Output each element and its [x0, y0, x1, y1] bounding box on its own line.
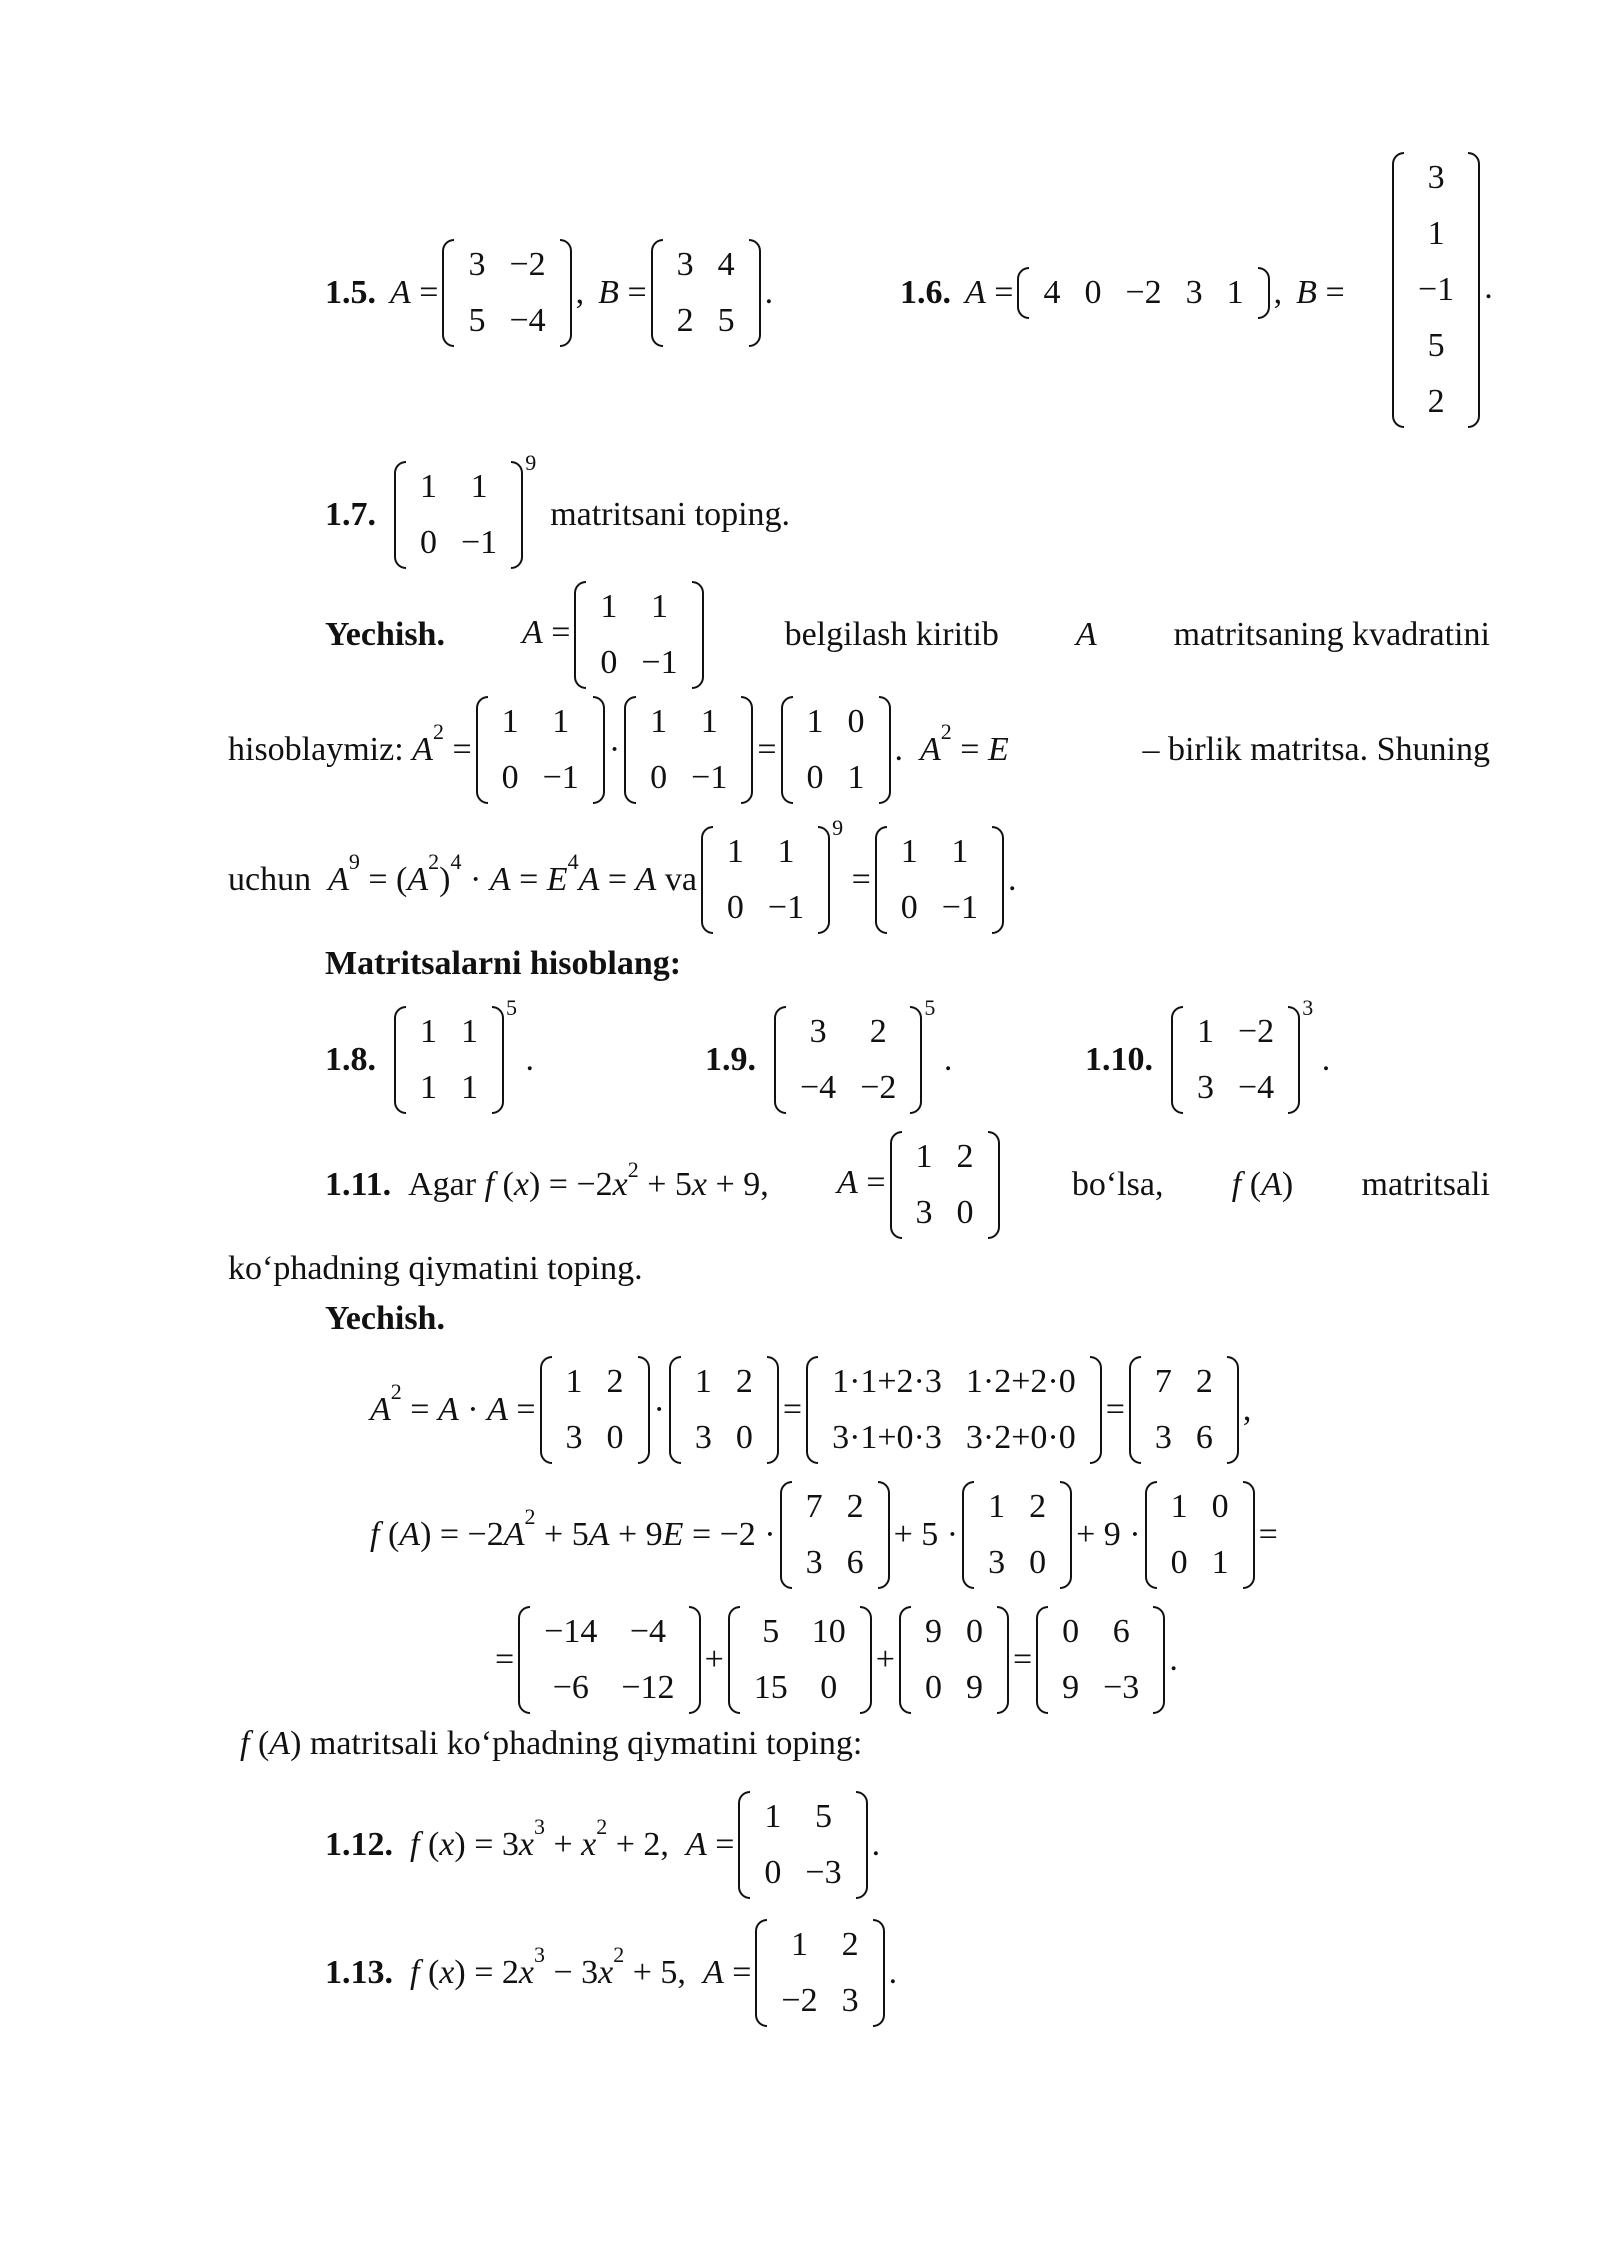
problem-1-13: 1.13. f ( x ) = 2 x 3 − 3 x 2 + 5, A = 1 2 −2 3 . — [325, 1908, 897, 2038]
problem-1-5: 1.5. A = 3 −2 5 −4 , B = 3 4 2 5 . — [325, 228, 773, 358]
problem-1-8: 1.8. 1 1 1 1 5 . — [325, 995, 534, 1125]
problem-1-11: 1.11. Agar f $(x) = -2x^2 + 5x + 9$, A = 1 2 3 0 bo‘lsa, f (A) matritsali — [325, 1120, 1490, 1250]
solution-label: Yechish. — [325, 1300, 445, 1337]
problem-1-12: 1.12. f ( x ) = 3 x 3 + x 2 + 2, A = 1 5 0 −3 . — [325, 1780, 880, 1910]
section-heading-2: f (A) matritsali ko‘phadning qiymatini toping: — [240, 1725, 863, 1762]
solution-1-line-1: Yechish. A = 1 1 0 −1 belgilash kiritib A matritsaning kvadratini — [325, 570, 1490, 700]
problem-number: 1.6. — [900, 274, 951, 311]
solution-2-line-2: f ( A ) = −2 A 2 + 5 A + 9 E = −2 · 7 2 3 6 + 5 · 1 2 3 0 + 9 · 1 0 0 1 = — [370, 1470, 1278, 1600]
section-heading: Matritsalarni hisoblang: — [325, 945, 682, 982]
problem-1-6: 1.6. A = 4 0 −2 3 1 , B = — [900, 228, 1345, 358]
matrix-b: 3 4 2 5 — [651, 237, 761, 349]
solution-2-line-1: A 2 = A · A = 1 2 3 0 · 1 2 3 0 = 1·1+2·3 1·2+2·0 3·1+0·3 3·2+0·0 = 7 2 3 6 , — [370, 1345, 1251, 1475]
problem-number: 1.5. — [325, 274, 376, 311]
matrix: 1 1 0 −1 — [394, 459, 523, 571]
solution-2-line-3: = −14 −4 −6 −12 + 5 10 15 0 + 9 0 0 9 = 0 6 9 −3 . — [495, 1595, 1178, 1725]
solution-1-line-2: hisoblaymiz: A 2 = 1 1 0 −1 · 1 1 0 −1 = 1 0 0 1 . A 2 = E – birlik matritsa. Shuning — [228, 685, 1490, 815]
column-vector-b: 3 1 −1 5 2 . — [1388, 150, 1493, 430]
problem-1-10: 1.10. 1 −2 3 −4 3 . — [1085, 995, 1330, 1125]
problem-1-7: 1.7. 1 1 0 −1 9 matritsani toping. — [325, 450, 790, 580]
matrix-a: 3 −2 5 −4 — [442, 237, 571, 349]
problem-1-11-line-2: ko‘phadning qiymatini toping. — [228, 1250, 643, 1287]
problem-1-9: 1.9. 3 2 −4 −2 5 . — [705, 995, 952, 1125]
row-vector-a: 4 0 −2 3 1 — [1017, 265, 1269, 321]
solution-1-line-3: uchun A 9 = ( A 2 ) 4 · A = E 4 A = A va 1 1 0 −1 9 = 1 1 0 −1 . — [228, 815, 1016, 945]
